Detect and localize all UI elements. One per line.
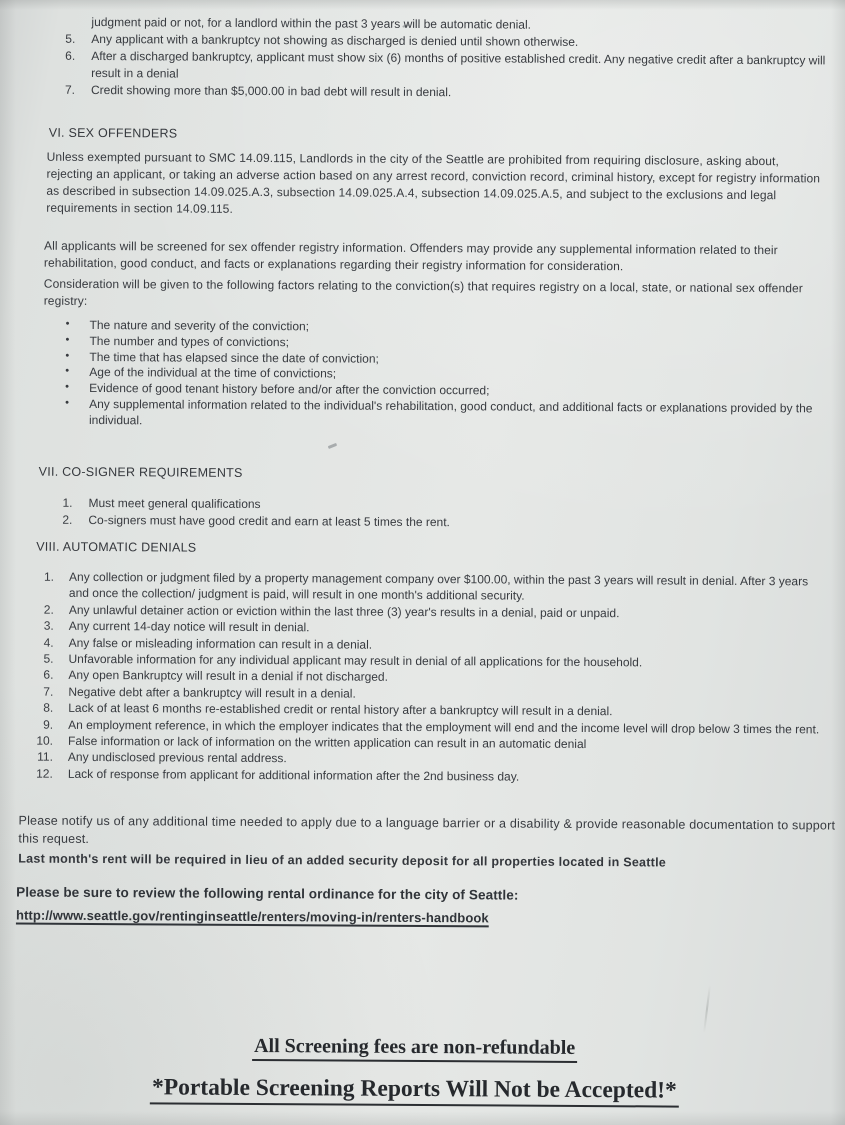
bullet-icon: • xyxy=(65,317,70,330)
carryover-denial-list xyxy=(3,13,827,103)
ordinance-link-row xyxy=(16,907,833,930)
renters-handbook-url: http://www.seattle.gov/rentinginseattle/renters/moving-in/renters-handbook xyxy=(15,907,489,926)
paragraph: All applicants will be screened for sex offender registry information. Offenders may provide any supplemental information related to their rehabilitation, good conduct, and facts or explanations regarding their registry information for consideration. xyxy=(43,238,778,274)
list-item-text: Any applicant with a bankruptcy not showing as discharged is denied until shown otherwise. xyxy=(91,31,579,49)
list-item-number: 1. xyxy=(43,569,55,584)
footer-text: *Portable Screening Reports Will Not be Accepted!* xyxy=(150,1074,679,1107)
bullet-icon: • xyxy=(65,333,70,346)
list-item-text: Any current 14-day notice will result in denial. xyxy=(68,619,310,635)
list-item-number: 9. xyxy=(43,717,54,732)
list-item xyxy=(3,47,826,86)
list-item-number: 2. xyxy=(43,602,54,617)
list-item-number: 2. xyxy=(62,512,73,527)
list-item-number: 7. xyxy=(64,82,76,97)
list-item-text: Any unlawful detainer action or eviction within the last three (3) year's results in a denial, paid or unpaid. xyxy=(68,602,620,621)
list-item-continuation: judgment paid or not, for a landlord within the past 3 years will be automatic denial. xyxy=(91,14,532,32)
list-item-text: Lack of response from applicant for additional information after the 2nd business day. xyxy=(67,766,520,784)
list-item-number: 8. xyxy=(43,700,54,715)
list-item-text: Co-signers must have good credit and earn at least 5 times the rent. xyxy=(88,512,450,530)
list-item-text: Any undisclosed previous rental address. xyxy=(67,750,287,766)
list-item-text: Unfavorable information for any individual applicant may result in denial of all applications for the household. xyxy=(68,651,643,670)
list-item xyxy=(3,81,826,103)
bullet-icon: • xyxy=(65,349,70,362)
list-item-text: False information or lack of information on the written application can result in an automatic denial xyxy=(67,733,587,752)
paragraph: Unless exempted pursuant to SMC 14.09.115, Landlords in the city of the Seattle are prohibited from requiring disclosure, asking about, rejecting an applicant, or taking an adverse action based on any arrest record, conviction record, criminal history, except for registry information as described in subsection 14.09.025.A.3, subsection 14.09.025.A.4, subsection 14.09.025.A.5, and subject to the exclusions and legal requirements in section 14.09.115. xyxy=(46,149,821,216)
footer-line-screening-fees xyxy=(0,1033,832,1064)
list-item-number: 5. xyxy=(65,31,76,46)
language-barrier-note: Please notify us of any additional time needed to apply due to a language barrier or a disability & provide reasonable documentation to support this request. xyxy=(18,813,836,846)
list-item-text: An employment reference, in which the employer indicates that the employment will end and the income level will drop below 3 times the rent. xyxy=(68,717,820,737)
list-item-text: Negative debt after a bankruptcy will result in a denial. xyxy=(68,684,356,701)
list-item-text: Must meet general qualifications xyxy=(88,495,261,512)
bullet-icon: • xyxy=(65,365,70,378)
last-month-rent-note: Last month's rent will be required in lieu of an added security deposit for all properties located in Seattle xyxy=(18,851,667,870)
list-item-text: After a discharged bankruptcy, applicant must show six (6) months of positive established credit. Any negative credit after a bankruptcy will result in a denial xyxy=(91,48,826,81)
footer-line-portable-reports xyxy=(0,1073,832,1108)
bullet-icon: • xyxy=(65,396,70,409)
list-item-number: 3. xyxy=(43,618,54,633)
list-item-number: 10. xyxy=(36,733,54,748)
bullet-icon: • xyxy=(65,381,70,394)
footer-text: All Screening fees are non-refundable xyxy=(252,1035,577,1063)
list-item-text: Credit showing more than $5,000.00 in bad debt will result in denial. xyxy=(90,82,452,100)
section-heading-automatic-denials: VIII. AUTOMATIC DENIALS xyxy=(36,539,197,555)
bullet-text: The number and types of convictions; xyxy=(89,333,289,349)
automatic-denials-list xyxy=(0,568,831,786)
paragraph: Consideration will be given to the following factors relating to the conviction(s) that requires registry on a local, state, or national sex offender registry: xyxy=(43,276,803,308)
list-item-text: Any collection or judgment filed by a property management company over $100.00, within the past 3 years will result in denial. After 3 years and once the collection/ judgment is paid, will result in one month's additional security. xyxy=(68,569,809,604)
list-item xyxy=(0,568,831,606)
list-item-number: 12. xyxy=(36,766,53,781)
bullet-item xyxy=(1,396,822,433)
conviction-factors-list xyxy=(1,317,823,433)
pen-mark xyxy=(328,443,337,449)
list-item-number: 6. xyxy=(65,48,76,63)
bullet-text: Evidence of good tenant history before and/or after the conviction occurred; xyxy=(89,381,490,398)
list-item-number: 5. xyxy=(43,651,54,666)
bullet-text: The time that has elapsed since the date of conviction; xyxy=(89,349,379,366)
list-item-number: 11. xyxy=(37,750,53,765)
list-item-text: Any false or misleading information can result in a denial. xyxy=(68,635,373,652)
section-heading-sex-offenders: VI. SEX OFFENDERS xyxy=(48,125,178,141)
list-item-number: 4. xyxy=(43,635,54,650)
bullet-text: Age of the individual at the time of convictions; xyxy=(89,365,337,381)
ordinance-lead-text: Please be sure to review the following rental ordinance for the city of Seattle: xyxy=(16,884,519,903)
list-item-text: Lack of at least 6 months re-established credit or rental history after a bankruptcy will result in a denial. xyxy=(68,701,613,719)
bullet-text: The nature and severity of the conviction; xyxy=(89,317,310,334)
list-item-number: 7. xyxy=(43,684,54,699)
section-heading-cosigner: VII. CO-SIGNER REQUIREMENTS xyxy=(38,464,243,480)
list-item-number: 6. xyxy=(43,668,54,683)
list-item-text: Any open Bankruptcy will result in a denial if not discharged. xyxy=(68,668,388,685)
bullet-text: Any supplemental information related to the individual's rehabilitation, good conduct, and additional facts or explanations provided by the individual. xyxy=(88,396,813,428)
list-item-number: 1. xyxy=(62,495,73,510)
cosigner-list xyxy=(0,494,821,533)
list-item xyxy=(0,511,821,533)
